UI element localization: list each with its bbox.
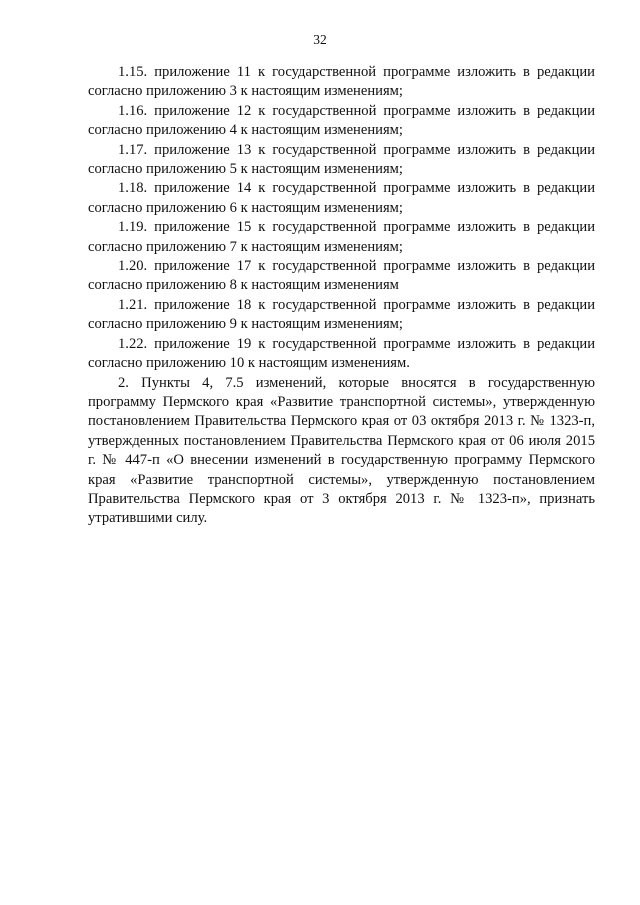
item-1-18: 1.18. приложение 14 к государственной программе изложить в редакции согласно приложению 6 к настоящим изменениям;: [88, 180, 595, 216]
item-1-22: 1.22. приложение 19 к государственной программе изложить в редакции согласно приложению 10 к настоящим изменениям.: [88, 335, 595, 372]
item-1-20: 1.20. приложение 17 к государственной программе изложить в редакции согласно приложению 8 к настоящим изменениям: [88, 258, 595, 294]
page-number: 32: [313, 32, 327, 47]
item-1-21: 1.21. приложение 18 к государственной программе изложить в редакции согласно приложению 9 к настоящим изменениям;: [88, 296, 595, 333]
item-1-16: 1.16. приложение 12 к государственной программе изложить в редакции согласно приложению 4 к настоящим изменениям;: [88, 102, 595, 139]
item-1-15: 1.15. приложение 11 к государственной программе изложить в редакции согласно приложению 3 к настоящим изменениям;: [88, 64, 595, 100]
item-2: 2. Пункты 4, 7.5 изменений, которые вносятся в государственную программу Пермского края «Развитие транспортной системы», утвержденную постановлением Правительства Пермского края от 03 октября 2013 г. № 1323-п, утвержденных постановлением Правительства Пермского края от 06 июля 2015 г. № 447-п «О внесении изменений в государственную программу Пермского края «Развитие транспортной системы», утвержденную постановлением Правительства Пермского края от 3 октября 2013 г. № 1323-п», признать утратившими силу.: [88, 374, 595, 527]
document-body: [88, 63, 595, 529]
item-1-17: 1.17. приложение 13 к государственной программе изложить в редакции согласно приложению 5 к настоящим изменениям;: [88, 141, 595, 178]
item-1-19: 1.19. приложение 15 к государственной программе изложить в редакции согласно приложению 7 к настоящим изменениям;: [88, 219, 595, 255]
